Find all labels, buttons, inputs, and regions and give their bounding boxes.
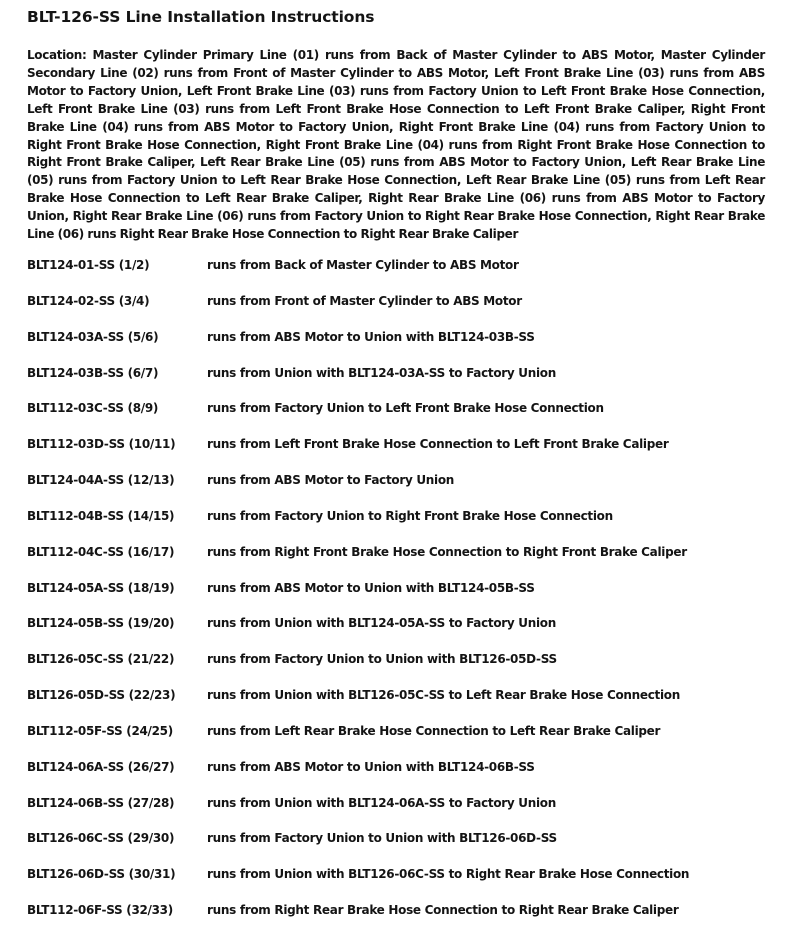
part-code: BLT112-03C-SS (8/9) — [27, 401, 159, 416]
part-code: BLT124-06A-SS (26/27) — [27, 759, 175, 774]
part-code: BLT112-03D-SS (10/11) — [27, 437, 176, 452]
part-description: runs from ABS Motor to Union with BLT124-03B-SS — [207, 329, 535, 344]
part-description: runs from Union with BLT126-05C-SS to Left Rear Brake Hose Connection — [207, 688, 680, 703]
part-row — [27, 294, 765, 330]
part-code: BLT124-03A-SS (5/6) — [27, 329, 159, 344]
part-code: BLT126-05C-SS (21/22) — [27, 652, 175, 667]
part-description: runs from ABS Motor to Factory Union — [207, 473, 455, 488]
part-row — [27, 437, 765, 473]
part-code: BLT124-01-SS (1/2) — [27, 257, 150, 272]
part-description: runs from Back of Master Cylinder to ABS Motor — [207, 257, 519, 272]
part-row — [27, 473, 765, 509]
part-code: BLT124-04A-SS (12/13) — [27, 473, 175, 488]
part-row — [27, 366, 765, 402]
part-code: BLT124-05B-SS (19/20) — [27, 616, 175, 631]
part-code: BLT126-06C-SS (29/30) — [27, 831, 175, 846]
part-description: runs from Front of Master Cylinder to ABS Motor — [207, 293, 522, 308]
part-row — [27, 867, 765, 903]
part-row — [27, 581, 765, 617]
part-description: runs from Factory Union to Union with BLT126-05D-SS — [207, 652, 557, 667]
part-code: BLT112-05F-SS (24/25) — [27, 723, 173, 738]
part-row — [27, 652, 765, 688]
part-code: BLT124-05A-SS (18/19) — [27, 580, 175, 595]
part-code: BLT126-05D-SS (22/23) — [27, 688, 176, 703]
part-code: BLT124-03B-SS (6/7) — [27, 365, 159, 380]
part-description: runs from Factory Union to Right Front Brake Hose Connection — [207, 508, 613, 523]
part-row — [27, 796, 765, 832]
location-paragraph: Location: Master Cylinder Primary Line (01) runs from Back of Master Cylinder to ABS Motor, Master Cylinder Secondary Line (02) runs from Front of Master Cylinder to ABS Motor, Left Front Brake Line (03) runs from ABS Motor to Factory Union, Left Front Brake Line (03) runs from Factory Union to Left Front Brake Hose Connection, Left Front Brake Line (03) runs from Left Front Brake Hose Connection to Left Front Brake Caliper, Right Front Brake Line (04) runs from ABS Motor to Factory Union, Right Front Brake Line (04) runs from Factory Union to Right Front Brake Hose Connection, Right Front Brake Line (04) runs from Right Front Brake Hose Connection to Right Front Brake Caliper, Left Rear Brake Line (05) runs from ABS Motor to Factory Union, Left Rear Brake Line (05) runs from Factory Union to Left Rear Brake Hose Connection, Left Rear Brake Line (05) runs from Left Rear Brake Hose Connection to Left Rear Brake Caliper, Right Rear Brake Line (06) runs from ABS Motor to Factory Union, Right Rear Brake Line (06) runs from Factory Union to Right Rear Brake Hose Connection, Right Rear Brake Line (06) runs Right Rear Brake Hose Connection to Right Rear Brake Caliper — [27, 48, 765, 242]
part-description: runs from Right Front Brake Hose Connection to Right Front Brake Caliper — [207, 544, 687, 559]
part-row — [27, 616, 765, 652]
part-code: BLT124-06B-SS (27/28) — [27, 795, 175, 810]
part-description: runs from Right Rear Brake Hose Connection to Right Rear Brake Caliper — [207, 903, 679, 918]
part-description: runs from Left Rear Brake Hose Connection to Left Rear Brake Caliper — [207, 723, 661, 738]
part-code: BLT112-04B-SS (14/15) — [27, 508, 175, 523]
part-row — [27, 831, 765, 867]
part-row — [27, 688, 765, 724]
part-description: runs from Union with BLT124-06A-SS to Factory Union — [207, 795, 556, 810]
part-description: runs from Factory Union to Union with BLT126-06D-SS — [207, 831, 557, 846]
part-code: BLT112-06F-SS (32/33) — [27, 903, 173, 918]
part-code: BLT126-06D-SS (30/31) — [27, 867, 176, 882]
part-code: BLT112-04C-SS (16/17) — [27, 544, 175, 559]
document-title: BLT-126-SS Line Installation Instructions — [27, 8, 375, 26]
part-row — [27, 509, 765, 545]
part-row — [27, 401, 765, 437]
part-row — [27, 724, 765, 760]
part-description: runs from Union with BLT124-05A-SS to Factory Union — [207, 616, 556, 631]
part-row — [27, 258, 765, 294]
part-row — [27, 545, 765, 581]
part-row — [27, 330, 765, 366]
part-description: runs from Union with BLT126-06C-SS to Right Rear Brake Hose Connection — [207, 867, 690, 882]
parts-list — [27, 258, 765, 939]
part-description: runs from ABS Motor to Union with BLT124-05B-SS — [207, 580, 535, 595]
part-description: runs from Factory Union to Left Front Brake Hose Connection — [207, 401, 604, 416]
part-description: runs from ABS Motor to Union with BLT124-06B-SS — [207, 759, 535, 774]
part-description: runs from Union with BLT124-03A-SS to Factory Union — [207, 365, 556, 380]
part-description: runs from Left Front Brake Hose Connection to Left Front Brake Caliper — [207, 437, 669, 452]
part-row — [27, 760, 765, 796]
part-code: BLT124-02-SS (3/4) — [27, 293, 150, 308]
